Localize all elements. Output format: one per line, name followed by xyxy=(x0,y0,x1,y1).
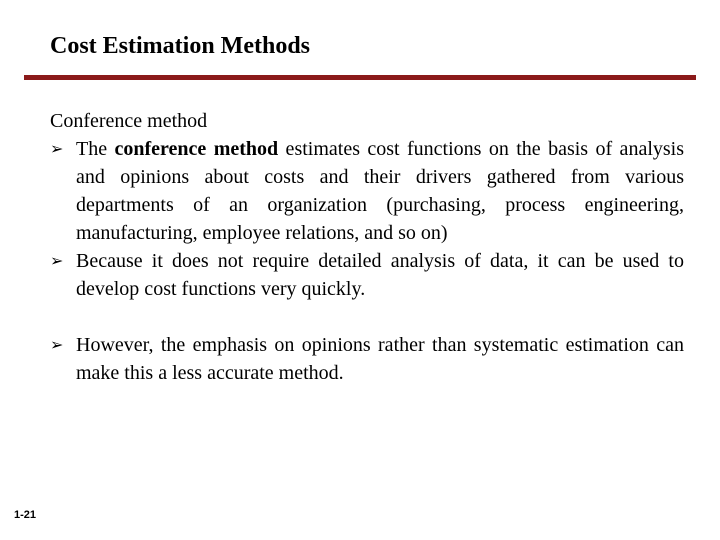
bullet-emphasis: conference method xyxy=(114,138,279,160)
title-divider xyxy=(24,75,696,80)
bullet-text: estimates cost functions on the basis of analysis and opinions about costs and their drivers gathered from various departments of an organization (purchasing, process engineering, manufacturing, employee relations, and so on) xyxy=(76,138,684,244)
section-heading: Conference method xyxy=(50,110,208,132)
bullet-text: However, the emphasis on opinions rather than systematic estimation can make this a less accurate method. xyxy=(76,334,684,384)
slide-title: Cost Estimation Methods xyxy=(50,33,311,59)
bullet-speed xyxy=(50,247,684,303)
bullet-text: Because it does not require detailed analysis of data, it can be used to develop cost functions very quickly. xyxy=(76,250,684,300)
bullet-conference-method xyxy=(50,135,684,247)
arrow-bullet-icon: ➢ xyxy=(50,251,64,270)
arrow-bullet-icon: ➢ xyxy=(50,335,64,354)
slide-number: 1-21 xyxy=(14,509,37,521)
bullet-prefix: The xyxy=(76,138,115,160)
bullet-accuracy xyxy=(50,331,684,387)
arrow-bullet-icon: ➢ xyxy=(50,139,64,158)
slide-body xyxy=(50,107,684,387)
